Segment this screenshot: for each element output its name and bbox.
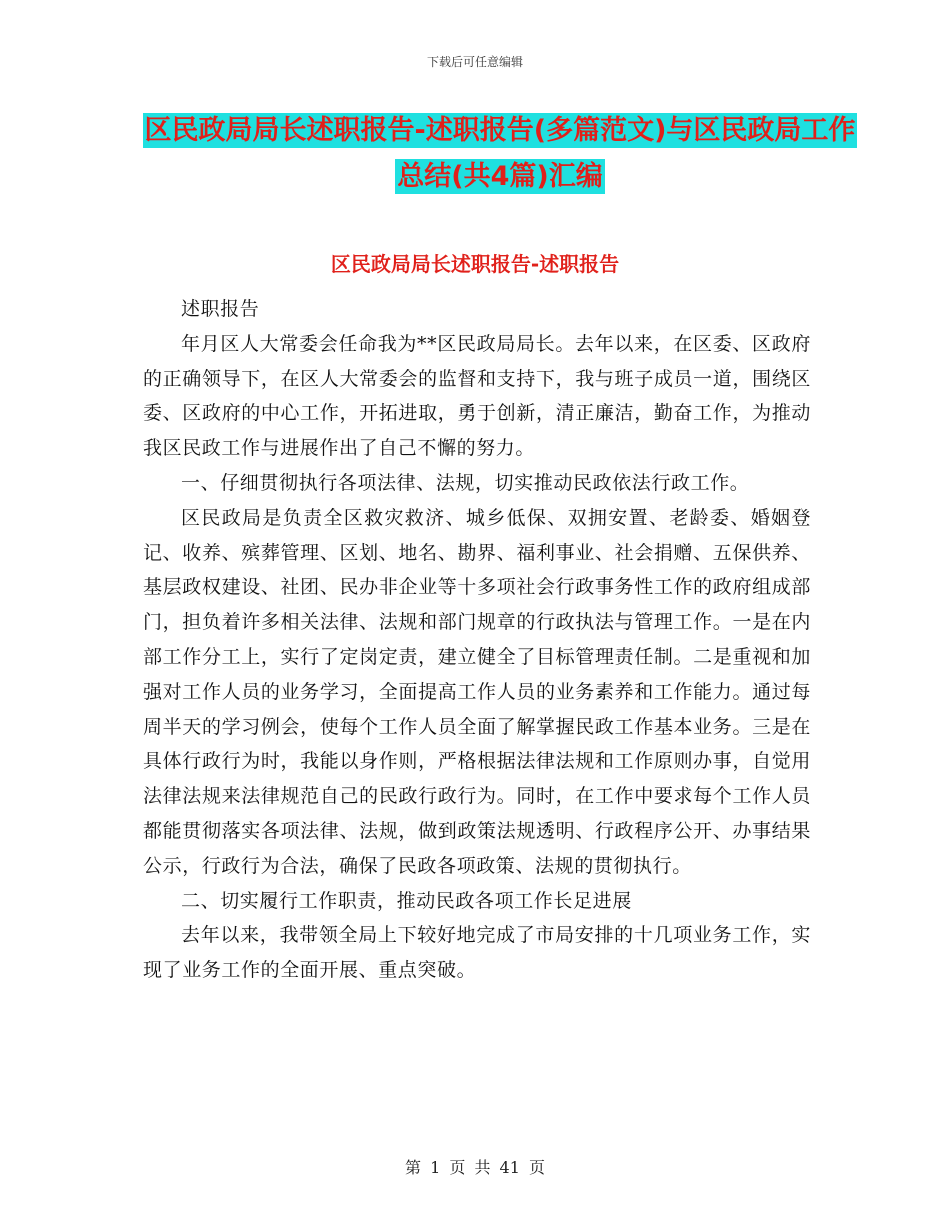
paragraph: 去年以来，我带领全局上下较好地完成了市局安排的十几项业务工作，实现了业务工作的全面开展、重点突破。 — [143, 924, 811, 982]
paragraph: 一、仔细贯彻执行各项法律、法规，切实推动民政依法行政工作。 — [181, 471, 750, 494]
paragraph: 二、切实履行工作职责，推动民政各项工作长足进展 — [181, 889, 632, 912]
section-title: 区民政局局长述职报告-述职报告 — [330, 252, 620, 276]
document-title — [140, 108, 860, 200]
paragraph: 年月区人大常委会任命我为**区民政局局长。去年以来，在区委、区政府的正确领导下，在区人大常委会的监督和支持下，我与班子成员一道，围绕区委、区政府的中心工作，开拓进取，勇于创新，清正廉洁，勤奋工作，为推动我区民政工作与进展作出了自己不懈的努力。 — [143, 332, 811, 460]
paragraph: 述职报告 — [181, 298, 260, 320]
header-note: 下载后可任意编辑 — [426, 55, 523, 69]
paragraph: 区民政局是负责全区救灾救济、城乡低保、双拥安置、老龄委、婚姻登记、收养、殡葬管理、区划、地名、勘界、福利事业、社会捐赠、五保供养、基层政权建设、社团、民办非企业等十多项社会行政事务性工作的政府组成部门，担负着许多相关法律、法规和部门规章的行政执法与管理工作。一是在内部工作分工上，实行了定岗定责，建立健全了目标管理责任制。二是重视和加强对工作人员的业务学习，全面提高工作人员的业务素养和工作能力。通过每周半天的学习例会，使每个工作人员全面了解掌握民政工作基本业务。三是在具体行政行为时，我能以身作则，严格根据法律法规和工作原则办事，自觉用法律法规来法律规范自己的民政行政行为。同时，在工作中要求每个工作人员都能贯彻落实各项法律、法规，做到政策法规透明、行政程序公开、办事结果公示，行政行为合法，确保了民政各项政策、法规的贯彻执行。 — [143, 506, 811, 877]
document-title-text: 区民政局局长述职报告-述职报告(多篇范文)与区民政局工作总结(共4篇)汇编 — [144, 115, 856, 192]
page-footer: 第 1 页 共 41 页 — [405, 1158, 545, 1177]
document-body — [143, 292, 811, 988]
